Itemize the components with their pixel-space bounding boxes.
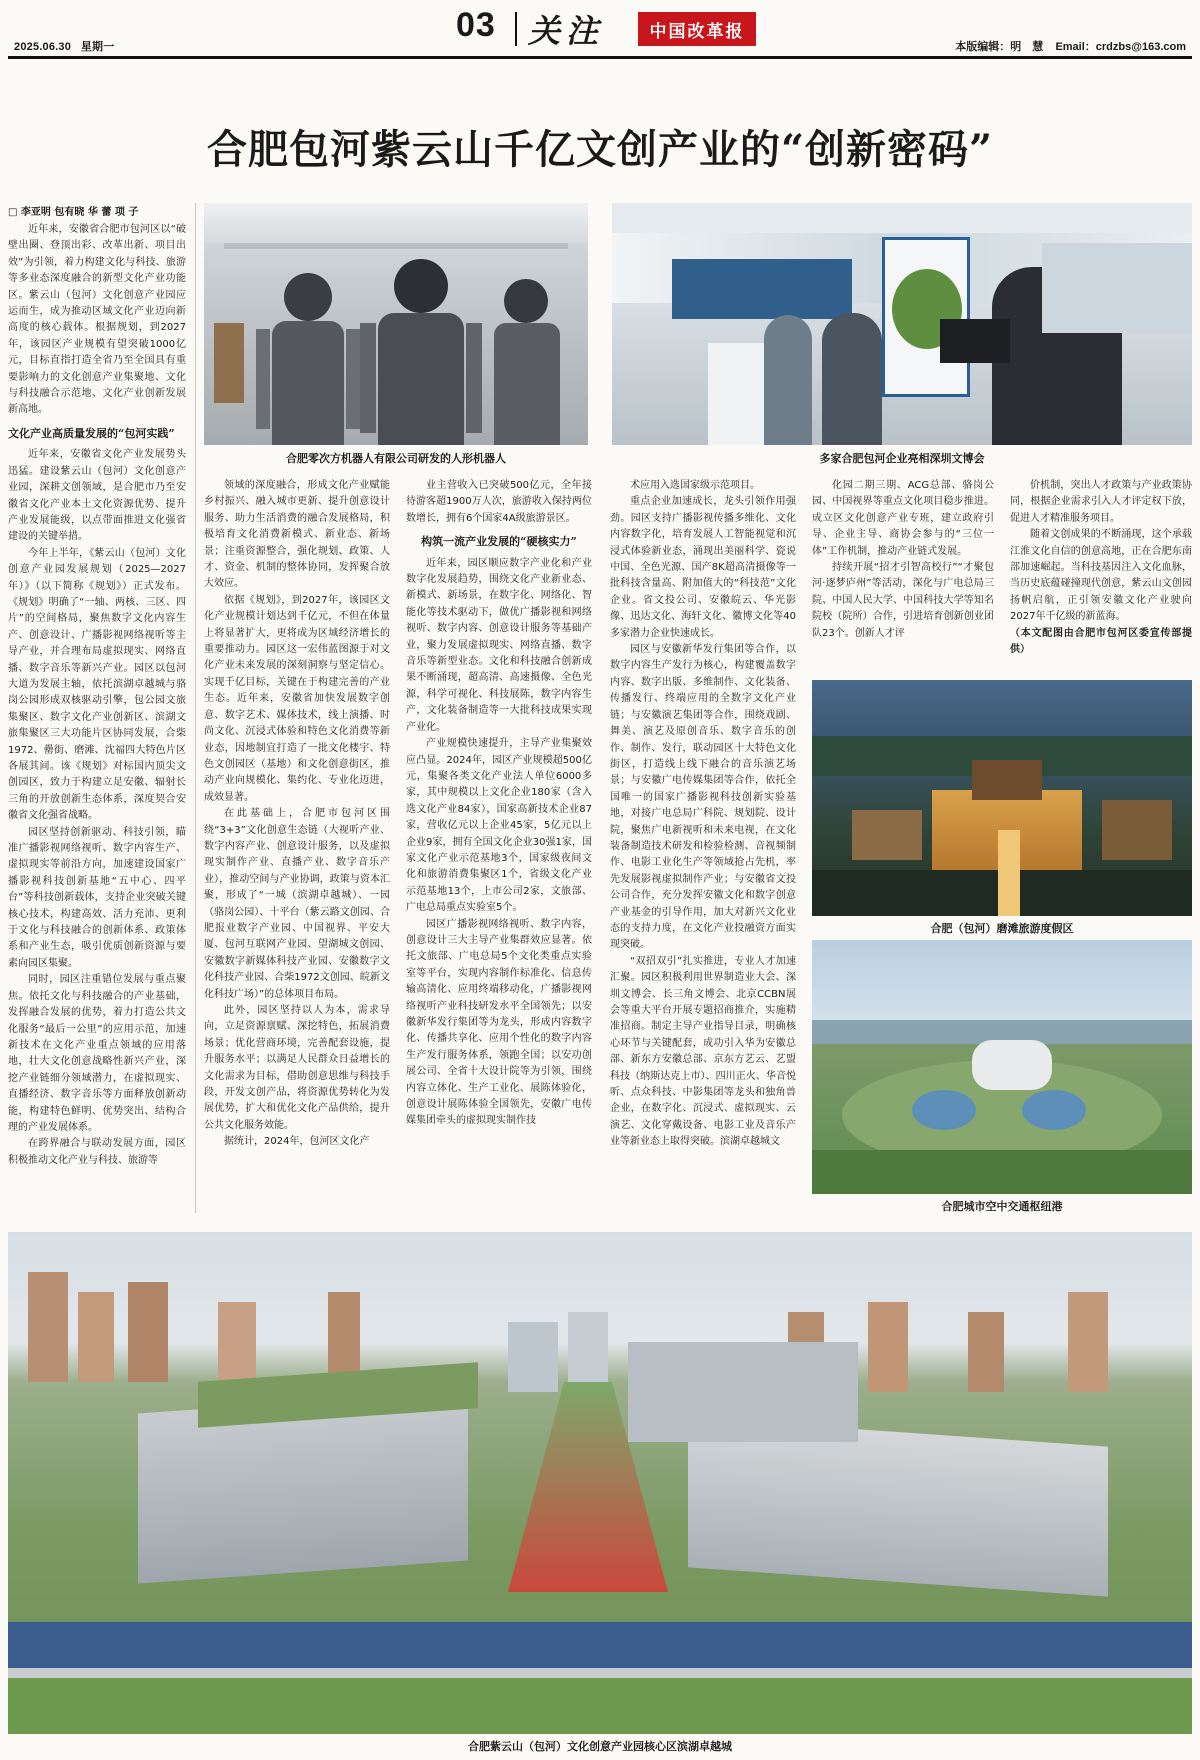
- paragraph: 据统计，2024年，包河区文化产: [224, 1136, 370, 1148]
- paragraph: 园区坚持创新驱动、科技引领，瞄准广播影视网络视听、数字内容生产、虚拟现实等前沿方向，加速建设国家广播影视科技创新基地“五中心、四平台”等科技创新载体，支持企业突破关键核心技术，构建高效、活力充沛、更利于文化与科技融合的创新体系、政策体系和产业生态，吸引优质创新资源与要素向园区集聚。: [8, 826, 186, 969]
- paragraph: 在跨界融合与联动发展方面，园区积极推动文化产业与科技、旅游等: [8, 1138, 186, 1166]
- article-headline: 合肥包河紫云山千亿文创产业的“创新密码”: [206, 126, 993, 173]
- paragraph: 术应用入选国家级示范项目。: [630, 480, 760, 491]
- air-hub-photo: [812, 940, 1192, 1194]
- date-text: 2025.06.30: [14, 41, 72, 53]
- resort-photo: [812, 680, 1192, 916]
- masthead-separator: [515, 12, 517, 46]
- masthead: [8, 0, 1192, 60]
- paragraph: 此外，园区坚持以人为本，需求导向，立足资源禀赋、深挖特色，拓展消费场景；优化营商环境，完善配套设施，提升服务水平；以满足人民群众日益增长的文化需求为目标，借助创意思维与科技手段，开发文创产品，将资源优势转化为发展优势，扩大和优化文化产品供给，提升公共文化服务效能。: [204, 1005, 390, 1131]
- paragraph: 今年上半年，《紫云山（包河）文化创意产业园发展规划（2025—2027年）》（以下简称《规划》）正式发布。《规划》明确了“一轴、两核、三区、四片”的空间格局，聚焦数字文化内容生产、创意设计、广播影视网络视听等主导产业，并合理布局虚拟现实、网络直播、数字音乐等新兴产业。园区以包河大道为发展主轴，依托滨湖卓越城与骆岗公园形成双核驱动引擎，包公园文旅集聚区、数字文化产业创新区、滨湖文旅集聚区三大功能片区协同发展，合柴1972、罍街、磨滩、沈福四大特色片区各展其间。该《规划》对标国内顶尖文创园区，致力于构建立足安徽、辐射长三角的开放创新生态体系，深度契合安徽省文化强省战略。: [8, 547, 186, 822]
- masthead-rule: [8, 56, 1192, 59]
- article-column-2: [204, 478, 390, 1218]
- expo-caption: 多家合肥包河企业亮相深圳文博会: [819, 452, 985, 465]
- paragraph: 化园二期三期、ACG总部、骆岗公园、中国视界等重点文化项目稳步推进。成立区文化创意产业专班，建立政府引导、企业主导、商协会参与的“三位一体”工作机制，推动产业链式发展。: [812, 480, 994, 557]
- weekday-text: 星期一: [80, 41, 115, 53]
- paragraph: 重点企业加速成长，龙头引领作用强劲。园区支持广播影视传播多维化、文化内容数字化，培育发展人工智能视觉和沉浸式体验新业态，涌现出美丽科学、瓷说中国、全色光源、国产8K超高清摄像等一批科技含量高、附加值大的“科技范”文化企业。省文投公司、安徽皖云、华光影像、迅达文化、海轩文化、徽博文化等40多家潜力企业快速成长。: [610, 496, 796, 639]
- article-column-6: [1010, 478, 1192, 678]
- column-rule: [195, 203, 196, 1213]
- paragraph: 在此基础上，合肥市包河区围绕“3+3”文化创意生态链（大视听产业、数字内容产业、创意设计服务，以及虚拟现实制作产业、直播产业、数字音乐产业），推动空间与产业协调，政策与资本汇聚，形成了“一城（滨湖卓越城）、一园（骆岗公园）、十平台（紫云路文创园、合肥报业数字产业园、中国视界、平安大厦、包河互联网产业园、望湖城文创园、安徽数字新媒体科技产业园、安徽数字文化科技产业园、合柴1972文创园、皖新文化科技广场）”的总体项目布局。: [204, 808, 390, 1000]
- paragraph: 依据《规划》，到2027年，该园区文化产业规模计划达到千亿元，不但在体量上将显著扩大，更将成为区域经济增长的重要推动力。园区这一宏伟蓝图源于对文化产业未来发展的深刻洞察与坚定信心。实现千亿目标，关键在于构建完善的产业生态。近年来，安徽省加快发展数字创意、数字艺术、媒体技术，线上演播、时尚文化、沉浸式体验和特色文化消费等新业态，因地制宜打造了一批文化楼宇、特色文创园区（基地）和文化创意街区，推动产业向规模化、集约化、专业化迈进，成效显著。: [204, 594, 390, 803]
- issue-date: [14, 38, 114, 54]
- article-column-3: [406, 478, 592, 1218]
- photo-credit: （本文配图由合肥市包河区委宣传部提供）: [1010, 627, 1192, 656]
- paragraph: 持续开展“招才引智高校行”“才聚包河·逐梦庐州”等活动，深化与广电总局三院、中国人民大学、中国科技大学等知名院校（院所）合作，引进培育创新创业团队23个。创新人才评: [812, 562, 994, 639]
- paragraph: 产业规模快速提升，主导产业集聚效应凸显。2024年，园区产业规模超500亿元，集聚各类文化产业法人单位6000多家，其中规模以上文化企业180家（含入选文化产业84家），国家高新技术企业87家，营收亿元以上企业45家，5亿元以上企业9家，拥有全国文化企业30强1家，国家文化产业示范基地3个，国家级夜间文化和旅游消费集聚区1个，省级文化产业示范基地13个，上市公司2家，文旅部、广电总局重点实验室5个。: [406, 738, 592, 914]
- email-text: Email：crdzbs@163.com: [1055, 41, 1186, 53]
- editor-info: [955, 38, 1186, 54]
- robots-photo: [204, 203, 588, 445]
- editor-text: 本版编辑：明 慧: [955, 41, 1044, 53]
- paragraph: 近年来，安徽省合肥市包河区以“破壁出圈、登顶出彩、改革出新、项目出效”为引领，着力构建文化与科技、旅游等多业态深度融合的新型文化产业功能区。紫云山（包河）文化创意产业园应运而生，成为推动区域文化产业迈向新高度的核心载体。根据规划，到2027年，该园区产业规模有望突破1000亿元，目标直指打造全省乃至全国具有重要影响力的文化创意产业集聚地、文化与科技融合示范地、文化产业创新发展新高地。: [8, 224, 186, 416]
- air-hub-caption: 合肥城市空中交通枢纽港: [941, 1200, 1063, 1213]
- robots-caption: 合肥零次方机器人有限公司研发的人形机器人: [286, 452, 506, 465]
- byline: □ 李亚明 包有晓 华 蕾 项 子: [8, 207, 139, 218]
- paragraph: 近年来，园区顺应数字产业化和产业数字化发展趋势，围绕文化产业新业态、新模式、新场景，在数字化、网络化、智能化等技术驱动下，做优广播影视和网络视听、数字内容、创意设计服务等基础产业，聚力发展虚拟现实、网络直播、数字音乐等新型业态。文化和科技融合创新成果不断涌现，超高清、高速摄像、全色光源，科学可视化、科技展陈，数字内容生产，文化装备制造等一大批科技成果实现产业化。: [406, 557, 592, 733]
- paragraph: 园区广播影视网络视听、数字内容，创意设计三大主导产业集群效应显著。依托文旅部、广电总局5个文化类重点实验室等平台，实现内容制作标准化、信息传输高清化、应用终端移动化，广播影视网络视听产业科技研发水平全国领先；以安徽新华发行集团等为龙头，形成内容数字化、传播共享化、应用个性化的数字内容生产发行服务体系，领跑全国；以安功创展公司、全省十大设计院等为引领，围绕内容立体化、生产工业化、展陈体验化，创意设计展陈体验全国领先，安徽广电传媒集团牵头的虚拟现实制作技: [406, 918, 592, 1127]
- aerial-caption: 合肥紫云山（包河）文化创意产业园核心区滨湖卓越城: [468, 1740, 732, 1753]
- article-column-1: [8, 222, 186, 1222]
- expo-photo: [612, 203, 1192, 445]
- paragraph: 园区与安徽新华发行集团等合作，以数字内容生产发行为核心，构建覆盖数字内容、数字出版、多维制作、文化装备、传播发行、终端应用的全数字文化产业链；与安徽演艺集团等合作，围绕戏剧、舞美、演艺及原创音乐、数字音乐的创作、制作、发行，联动园区十大特色文化街区，打造线上线下融合的音乐演艺场景；与安徽广电传媒集团等合作，依托全国唯一的国家广播影视科技创新实验基地，对接广电总局广科院、规划院、设计院，聚焦广电新视听和未来电视，在文化装备制造技术研发和检验检测、音视频制作、电影工业化生产等领域抢占先机，率先发展影视虚拟制作产业；与安徽省文投公司合作，充分发挥安徽文化和数字创意产业基金的引导作用，加大对新兴文化业态的支持力度，在文化产业投融资方面实现突破。: [610, 644, 796, 951]
- subheading: 文化产业高质量发展的“包河实践”: [8, 426, 175, 440]
- paragraph: 价机制，突出人才政策与产业政策协同，根据企业需求引入人才评定权下放，促进人才精准服务项目。: [1010, 480, 1192, 524]
- article-column-4: [610, 478, 796, 1218]
- paragraph: 同时，园区注重错位发展与重点聚焦。依托文化与科技融合的产业基础，发挥融合发展的优势，着力打造公共文化服务“最后一公里”的应用示范，加速新技术在文化产业重点领域的应用落地，壮大文化创意战略性新兴产业，深挖产业链细分领域潜力，在虚拟现实、直播经济、数字音乐等方面释放创新动能，构建特色鲜明、优势突出、结构合理的产业发展体系。: [8, 974, 186, 1133]
- resort-caption: 合肥（包河）磨滩旅游度假区: [930, 922, 1074, 935]
- paragraph: 随着文创成果的不断涌现，这个承载江淮文化自信的创意高地，正在合肥东南部加速崛起。当科技基因注入文化血脉，当历史底蕴碰撞现代创意，紫云山文创园扬帆启航，正引领安徽文化产业驶向2027年千亿级的新蓝海。: [1010, 529, 1192, 623]
- article-column-5: [812, 478, 994, 678]
- page-number: 03: [456, 6, 496, 44]
- newspaper-logo: 中国改革报: [638, 12, 756, 46]
- paragraph: 业主营收入已突破500亿元，全年接待游客超1900万人次，旅游收入保持两位数增长，拥有6个国家4A级旅游景区。: [406, 480, 592, 524]
- subheading: 构筑一流产业发展的“硬核实力”: [421, 535, 577, 549]
- section-title: 关注: [528, 12, 605, 50]
- aerial-photo: [8, 1232, 1192, 1734]
- paragraph: “双招双引”扎实推进，专业人才加速汇聚。园区积极利用世界制造业大会、深圳文博会、长三角文博会、北京CCBN展会等重大平台开展专题招商推介，实施精准招商。制定主导产业指导目录，明确核心环节与关键配套，成功引入华为安徽总部、新东方安徽总部、京东方艺云、艺盟科技（纳斯达克上市）、四川正火、华音悦听、点众科技、中影集团等龙头和独角兽企业，在数字化、沉浸式、虚拟现实、云演艺、文化穿戴设备、电影工业及音乐产业等新业态上取得突破。滨湖卓越城文: [610, 955, 796, 1148]
- paragraph: 近年来，安徽省文化产业发展势头迅猛。建设紫云山（包河）文化创意产业园，深耕文创领域，是合肥市乃至安徽省文化产业本土文化资源优势、提升产业发展能级，以点带面推进文化强省建设的关键举措。: [8, 449, 186, 543]
- paragraph: 领域的深度融合，形成文化产业赋能乡村振兴、融入城市更新、提升创意设计服务、助力生活消费的融合发展格局，积极培育文化消费新模式、新业态、新场景；注重资源整合，强化规划、政策、人才、资金、机制的整体协同，发挥聚合放大效应。: [204, 480, 390, 590]
